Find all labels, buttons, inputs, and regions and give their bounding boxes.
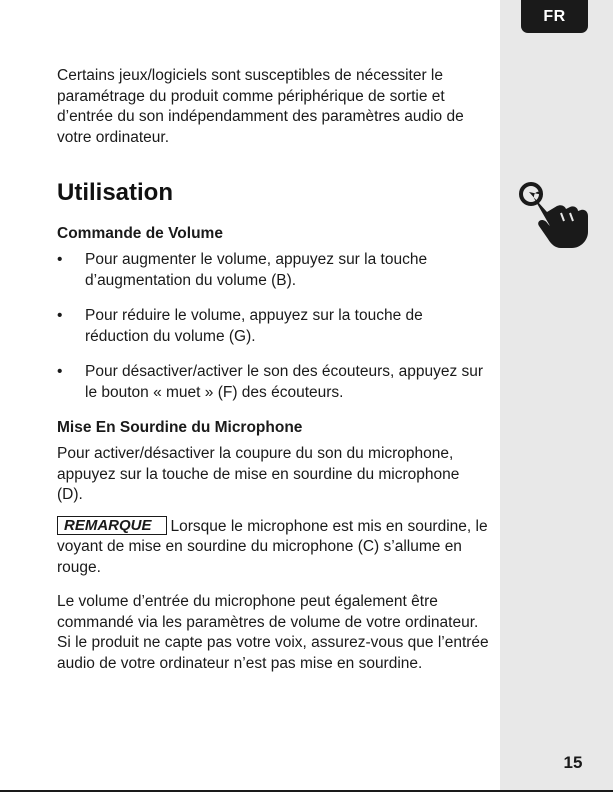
side-margin-panel <box>500 0 613 790</box>
bullet-item <box>57 250 489 291</box>
mic-mute-heading: Mise En Sourdine du Microphone <box>57 419 303 436</box>
bullet-dot: • <box>57 307 63 324</box>
bullet-item <box>57 362 489 403</box>
main-content <box>57 66 489 674</box>
mic-volume-paragraph: Le volume d’entrée du microphone peut également être commandé via les paramètres de volume de votre ordinateur. Si le produit ne capte pas votre voix, assurez-vous que l’entrée audio de votre ordinateur n’est pas mise en sourdine. <box>57 593 489 672</box>
bullet-item <box>57 306 489 347</box>
section-title: Utilisation <box>57 179 174 206</box>
volume-bullet-list <box>57 250 489 403</box>
mic-mute-paragraph: Pour activer/désactiver la coupure du son du microphone, appuyez sur la touche de mise en sourdine du microphone (D). <box>57 445 460 503</box>
bottom-rule <box>0 790 613 792</box>
bullet-text: Pour augmenter le volume, appuyez sur la touche d’augmentation du volume (B). <box>85 251 428 289</box>
language-tab: FR <box>521 0 588 33</box>
bullet-text: Pour réduire le volume, appuyez sur la touche de réduction du volume (G). <box>85 307 423 345</box>
bullet-dot: • <box>57 251 63 268</box>
volume-heading: Commande de Volume <box>57 225 223 242</box>
note-label: REMARQUE <box>57 516 167 535</box>
bullet-text: Pour désactiver/activer le son des écouteurs, appuyez sur le bouton « muet » (F) des écouteurs. <box>85 363 484 401</box>
page-number: 15 <box>563 753 583 772</box>
bullet-dot: • <box>57 363 63 380</box>
note-paragraph <box>57 516 489 579</box>
intro-paragraph: Certains jeux/logiciels sont susceptibles de nécessiter le paramétrage du produit comme périphérique de sortie et d’entrée du son indépendamment des paramètres audio de votre ordinateur. <box>57 67 464 146</box>
touch-hand-icon <box>517 180 593 252</box>
note-text: Lorsque le microphone est mis en sourdine, le voyant de mise en sourdine du microphone (C) s’allume en rouge. <box>57 517 488 576</box>
